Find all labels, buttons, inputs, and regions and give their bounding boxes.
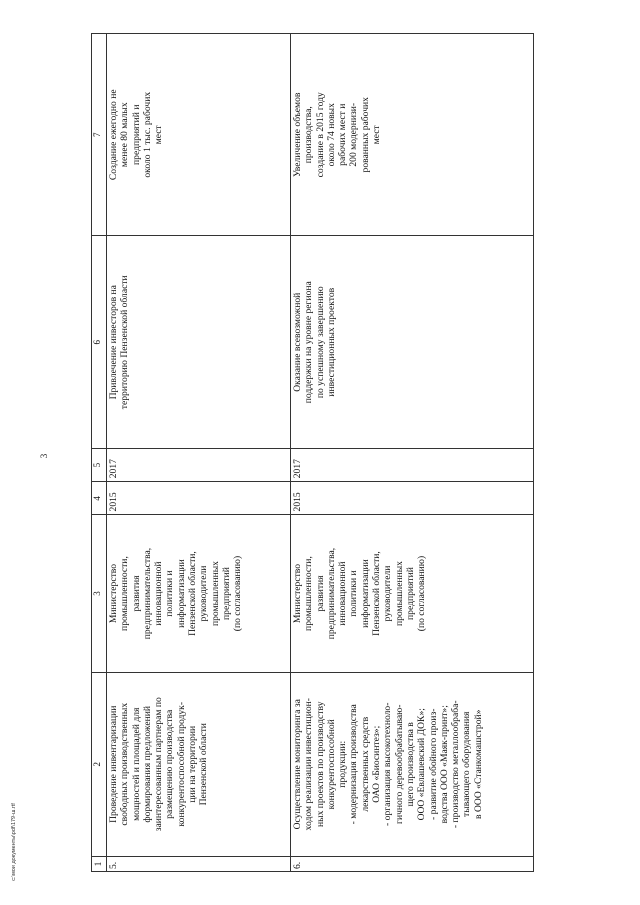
cell-goal	[107, 236, 291, 449]
cell-measure-line: Пензенской области	[198, 723, 210, 806]
cell-result-line: рованных рабочих	[359, 97, 371, 173]
cell-goal-line: инвестиционных проектов	[325, 287, 337, 397]
cell-executor-line: инновационной	[337, 561, 349, 626]
cell-result-line: мест	[371, 125, 383, 145]
cell-executor-line: политики и	[348, 570, 360, 617]
cell-executor-line: Пензенской области,	[187, 551, 199, 636]
cell-measure-line: продукции:	[337, 740, 349, 788]
table-row	[291, 34, 534, 872]
cell-end-year: 2017	[291, 449, 534, 482]
header-col-1: 1	[92, 856, 107, 871]
cell-measure-line: Осуществление мониторинга за	[292, 699, 303, 830]
cell-executor-line: Пензенской области,	[371, 551, 383, 636]
cell-measure-line: ООО «Евлашевский ДОК»;	[416, 708, 428, 821]
cell-measure-line: конкурентоспособной продук-	[175, 701, 187, 827]
cell-executor-line: развития	[130, 575, 142, 612]
measures-table	[91, 33, 534, 872]
cell-goal	[291, 236, 534, 449]
cell-result-line: около 74 новых	[325, 103, 337, 167]
cell-executor-line: (по согласованию)	[416, 555, 428, 632]
cell-executor-line: промышленности,	[303, 556, 315, 631]
header-col-7: 7	[92, 34, 107, 236]
cell-measure-line: - модернизация производства	[348, 704, 360, 825]
cell-end-year: 2017	[107, 449, 291, 482]
cell-measure-line: мощностей и площадей для	[130, 707, 142, 821]
cell-measure-line: щего производства в	[404, 722, 416, 807]
cell-measure-line: ОАО «Биосинтез»;	[371, 725, 383, 803]
cell-measure-line: Проведение инвентаризации	[108, 705, 119, 823]
cell-measure-line: свободных производственных	[119, 702, 131, 826]
cell-executor-line: информатизации	[359, 559, 371, 628]
cell-executor-line: политики и	[164, 570, 176, 617]
cell-goal-line: поддержки на уровне региона	[303, 281, 315, 404]
cell-result	[107, 34, 291, 236]
cell-executor-line: Министерство	[108, 563, 119, 624]
cell-goal-line: Привлечение инвесторов на	[108, 285, 119, 400]
cell-measure-line: формирования предложений	[141, 705, 153, 823]
cell-executor-line: развития	[314, 575, 326, 612]
cell-executor	[291, 515, 534, 672]
cell-goal-line: по успешному завершению	[314, 286, 326, 399]
cell-result-line: производства,	[303, 106, 315, 164]
cell-result-line: менее 80 малых	[119, 102, 131, 168]
cell-measure	[107, 672, 291, 856]
cell-executor-line: руководители	[198, 565, 210, 622]
cell-result-line: рабочих мест и	[337, 103, 349, 166]
header-col-4: 4	[92, 482, 107, 515]
cell-executor-line: информатизации	[175, 559, 187, 628]
cell-goal-line: территорию Пензенской области	[119, 275, 131, 410]
cell-executor-line: руководители	[382, 565, 394, 622]
cell-number: 6.	[291, 856, 534, 871]
cell-measure-line: ходом реализации инвестицион-	[303, 698, 315, 831]
cell-measure-line: тывающего оборудования	[461, 711, 473, 817]
cell-measure-line: размещению производства	[164, 709, 176, 819]
cell-result	[291, 34, 534, 236]
page-number: 3	[39, 453, 49, 459]
cell-result-line: Увеличение объемов	[292, 92, 303, 177]
cell-executor-line: Министерство	[292, 563, 303, 624]
cell-executor-line: предприятий	[220, 567, 232, 620]
cell-start-year: 2015	[291, 482, 534, 515]
cell-measure-line: - развитие обойного произ-	[427, 708, 439, 820]
cell-executor	[107, 515, 291, 672]
cell-measure-line: ции на территории	[187, 725, 199, 803]
cell-result-line: 200 модернизи-	[348, 102, 360, 167]
header-col-6: 6	[92, 236, 107, 449]
cell-executor-line: предпринимательства,	[141, 547, 153, 640]
rotated-table-container	[91, 33, 529, 872]
cell-measure-line: заинтересованным партнерам по	[153, 697, 165, 832]
cell-executor-line: инновационной	[153, 561, 165, 626]
cell-measure-line: конкурентоспособной	[325, 719, 337, 810]
cell-executor-line: предприятий	[404, 567, 416, 620]
cell-executor-line: предпринимательства,	[325, 547, 337, 640]
header-col-5: 5	[92, 449, 107, 482]
cell-goal-line: Оказание всевозможной	[292, 292, 303, 392]
table-row	[107, 34, 291, 872]
cell-measure-line: - организация высокотехноло-	[382, 702, 394, 826]
cell-measure	[291, 672, 534, 856]
cell-measure-line: водства ООО «Маяк-принт»;	[438, 705, 450, 824]
cell-measure-line: ных проектов по производству	[314, 701, 326, 828]
cell-measure-line: - производство металлообрабa-	[450, 700, 462, 829]
cell-result-line: предприятий и	[130, 104, 142, 165]
cell-measure-line: в ООО «Станкомашстрой»	[472, 709, 484, 819]
cell-result-line: мест	[153, 125, 165, 145]
cell-measure-line: гичного деревообрабатываю-	[393, 704, 405, 824]
cell-executor-line: (по согласованию)	[232, 555, 244, 632]
cell-executor-line: промышленных	[393, 561, 405, 627]
cell-start-year: 2015	[107, 482, 291, 515]
header-col-3: 3	[92, 515, 107, 672]
cell-result-line: создание в 2015 году	[314, 92, 326, 178]
cell-executor-line: промышленных	[209, 561, 221, 627]
cell-number: 5.	[107, 856, 291, 871]
cell-result-line: Создание ежегодно не	[108, 89, 119, 181]
footer-file-path: c:\мои документы\pdf\179-ш.rtf	[11, 803, 17, 881]
header-col-2: 2	[92, 672, 107, 856]
table-header-row	[92, 34, 107, 872]
cell-executor-line: промышленности,	[119, 556, 131, 631]
cell-measure-line: лекарственных средств	[359, 716, 371, 812]
cell-result-line: около 1 тыс. рабочих	[141, 91, 153, 178]
